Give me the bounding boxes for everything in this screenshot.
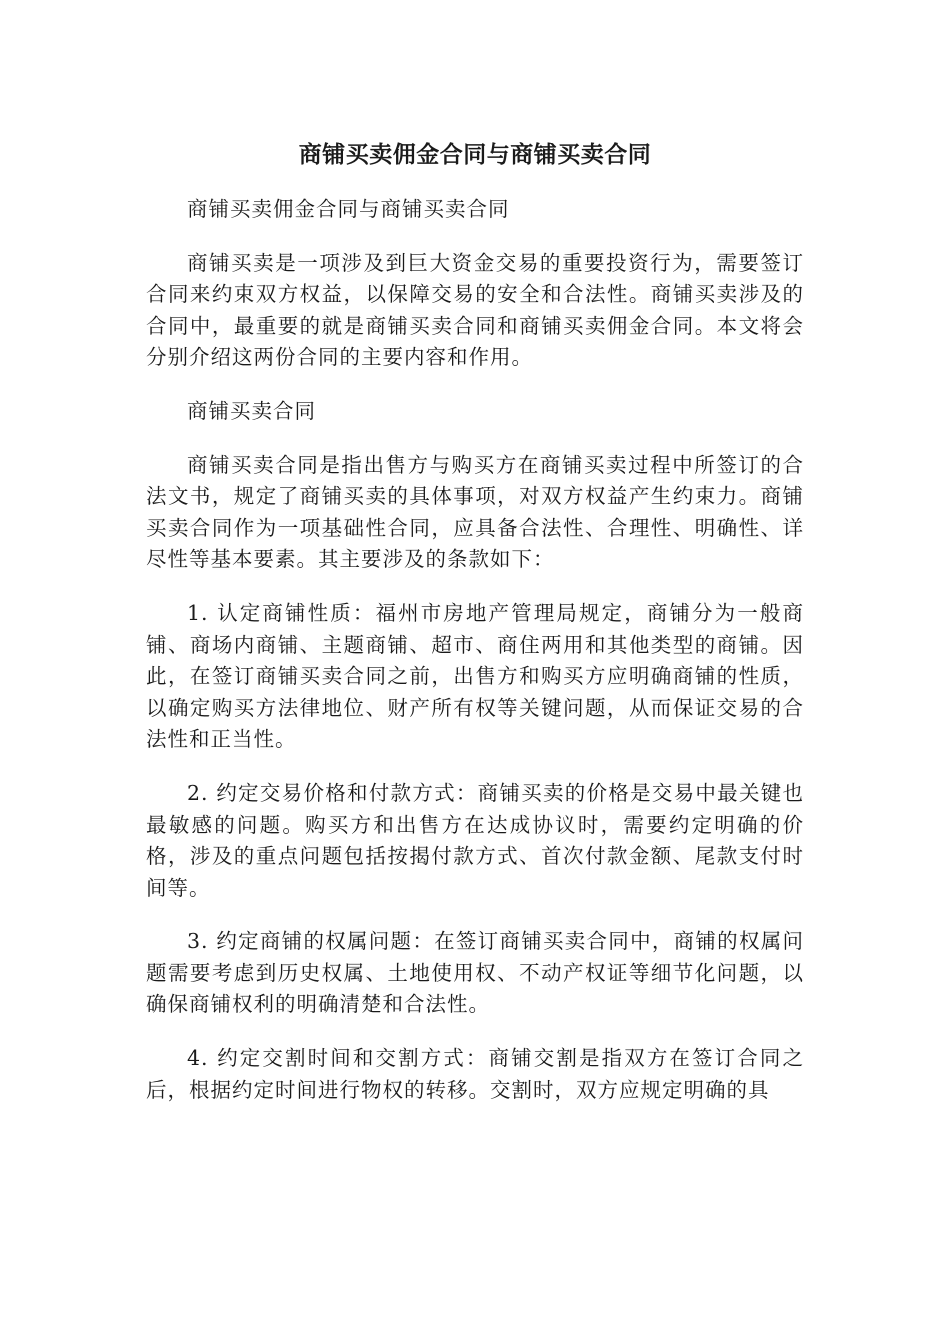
section-heading-sales-contract: 商铺买卖合同	[187, 398, 316, 423]
paragraph-sales-contract-definition: 商铺买卖合同是指出售方与购买方在商铺买卖过程中所签订的合法文书，规定了商铺买卖的具体事项，对双方权益产生约束力。商铺买卖合同作为一项基础性合同，应具备合法性、合理性、明确性、详尽性等基本要素。其主要涉及的条款如下：	[146, 452, 804, 572]
clause-3: 3. 约定商铺的权属问题：在签订商铺买卖合同中，商铺的权属问题需要考虑到历史权属、土地使用权、不动产权证等细节化问题，以确保商铺权利的明确清楚和合法性。	[146, 929, 804, 1017]
clause-2: 2. 约定交易价格和付款方式：商铺买卖的价格是交易中最关键也最敏感的问题。购买方和出售方在达成协议时，需要约定明确的价格，涉及的重点问题包括按揭付款方式、首次付款金额、尾款支付时间等。	[146, 780, 804, 900]
paragraph-intro: 商铺买卖是一项涉及到巨大资金交易的重要投资行为，需要签订合同来约束双方权益，以保障交易的安全和合法性。商铺买卖涉及的合同中，最重要的就是商铺买卖合同和商铺买卖佣金合同。本文将会分别介绍这两份合同的主要内容和作用。	[146, 250, 804, 370]
clause-1: 1. 认定商铺性质：福州市房地产管理局规定，商铺分为一般商铺、商场内商铺、主题商铺、超市、商住两用和其他类型的商铺。因此，在签订商铺买卖合同之前，出售方和购买方应明确商铺的性质，以确定购买方法律地位、财产所有权等关键问题，从而保证交易的合法性和正当性。	[146, 600, 804, 752]
paragraph-subtitle: 商铺买卖佣金合同与商铺买卖合同	[187, 197, 510, 221]
clause-4: 4. 约定交割时间和交割方式：商铺交割是指双方在签订合同之后，根据约定时间进行物权的转移。交割时，双方应规定明确的具	[146, 1046, 804, 1102]
document-title: 商铺买卖佣金合同与商铺买卖合同	[298, 142, 652, 168]
